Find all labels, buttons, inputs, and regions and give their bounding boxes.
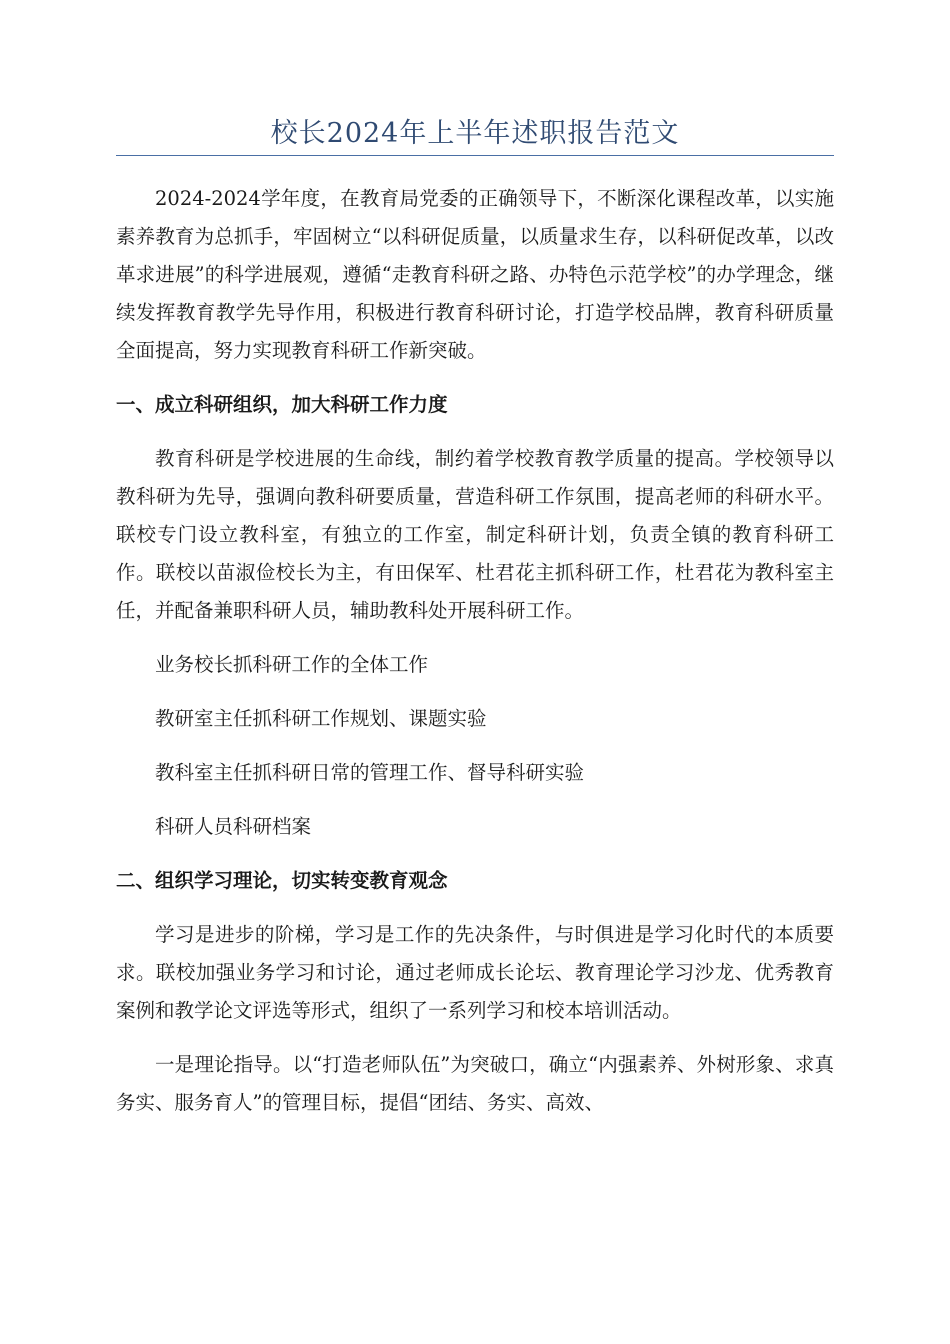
list-item: 教研室主任抓科研工作规划、课题实验 <box>155 707 487 730</box>
list-item: 教科室主任抓科研日常的管理工作、督导科研实验 <box>155 761 585 784</box>
list-item: 业务校长抓科研工作的全体工作 <box>155 653 429 676</box>
intro-paragraph: 2024-2024学年度，在教育局党委的正确领导下，不断深化课程改革，以实施素养教育为总抓手，牢固树立“以科研促质量，以质量求生存，以科研促改革，以改革求进展”的科学进展观，遵循“走教育科研之路、办特色示范学校”的办学理念，继续发挥教育教学先导作用，积极进行教育科研讨论，打造学校品牌，教育科研质量全面提高，努力实现教育科研工作新突破。 <box>116 187 834 362</box>
section-2-paragraph-theory: 一是理论指导。以“打造老师队伍”为突破口，确立“内强素养、外树形象、求真务实、服务育人”的管理目标，提倡“团结、务实、高效、 <box>116 1053 834 1114</box>
list-item: 科研人员科研档案 <box>155 815 312 838</box>
section-1-heading: 一、成立科研组织，加大科研工作力度 <box>116 393 448 416</box>
document-page <box>116 0 834 1122</box>
section-1-paragraph: 教育科研是学校进展的生命线，制约着学校教育教学质量的提高。学校领导以教科研为先导，强调向教科研要质量，营造科研工作氛围，提高老师的科研水平。联校专门设立教科室，有独立的工作室，制定科研计划，负责全镇的教育科研工作。联校以苗淑俭校长为主，有田保军、杜君花主抓科研工作，杜君花为教科室主任，并配备兼职科研人员，辅助教科处开展科研工作。 <box>116 447 834 622</box>
section-2-paragraph: 学习是进步的阶梯，学习是工作的先决条件，与时俱进是学习化时代的本质要求。联校加强业务学习和讨论，通过老师成长论坛、教育理论学习沙龙、优秀教育案例和教学论文评选等形式，组织了一系列学习和校本培训活动。 <box>116 923 834 1022</box>
title-underline <box>116 155 834 156</box>
document-title: 校长2024年上半年述职报告范文 <box>270 118 680 149</box>
section-2-heading: 二、组织学习理论，切实转变教育观念 <box>116 869 448 892</box>
